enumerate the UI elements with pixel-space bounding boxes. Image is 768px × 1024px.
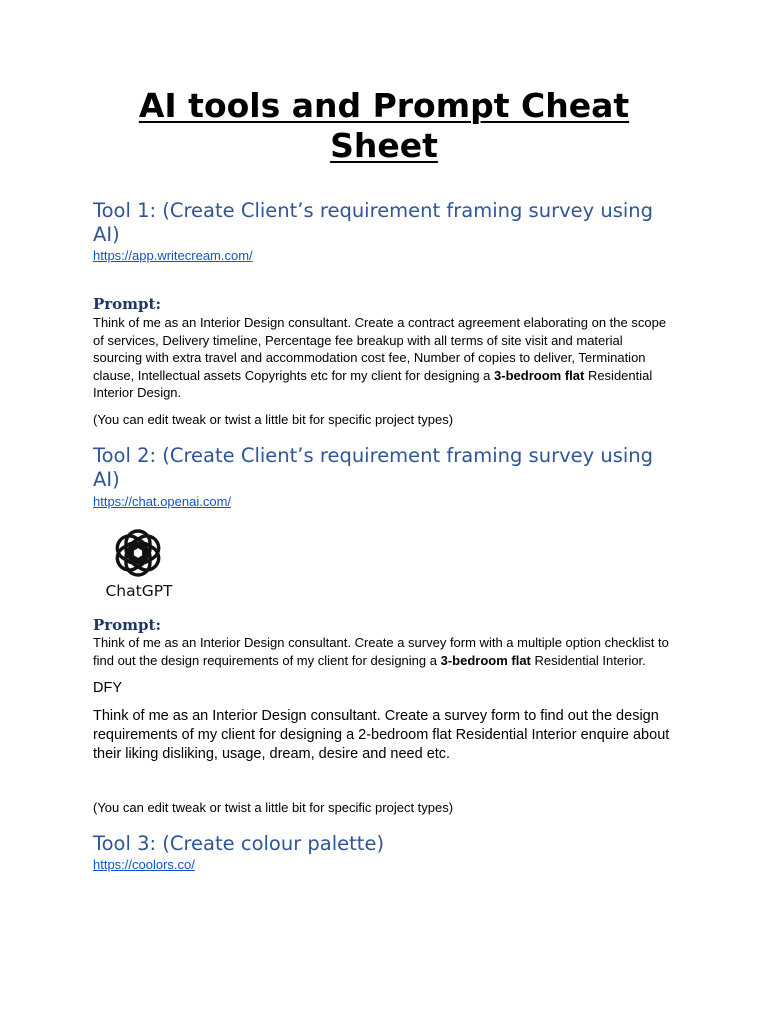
tool-2-prompt-text-bold: 3-bedroom flat [440,652,531,668]
tool-2-heading: Tool 2: (Create Client’s requirement framing survey using AI) [93,444,654,491]
tool-1-note: (You can edit tweak or twist a little bit for specific project types) [93,412,454,427]
tool-1-prompt-text-start: Think of me as an Interior Design consultant. Create a contract agreement elaborating on the scope of services, Delivery timeline, Percentage fee breakup with all terms of site visit and material sourcing with extra travel and accommodation cost fee, Number of copies to deliver, Termination clause, Intellectual assets Copyrights etc for my client for designing a [93,315,667,383]
openai-knot-icon [112,527,164,579]
tool-2-note: (You can edit tweak or twist a little bit for specific project types) [93,800,454,815]
tool-2-prompt-label: Prompt: [93,616,162,634]
dfy-prompt-text: Think of me as an Interior Design consultant. Create a survey form to find out the design requirements of my client for designing a 2-bedroom flat Residential Interior enquire about their liking disliking, usage, dream, desire and need etc. [93,708,670,762]
tool-1-heading: Tool 1: (Create Client’s requirement framing survey using AI) [93,199,654,246]
tool-1-prompt-text [93,314,675,402]
chatgpt-logo [95,523,183,605]
tool-2-prompt-text-start: Think of me as an Interior Design consultant. Create a survey form with a multiple option checklist to find out the design requirements of my client for designing a [93,635,669,668]
tool-1-prompt-label: Prompt: [93,295,162,313]
chatgpt-logo-text: ChatGPT [105,582,173,600]
tool-1-prompt-text-end: Residential Interior Design. [93,367,653,400]
tool-2-prompt-text-end: Residential Interior. [530,652,646,668]
document-title: AI tools and Prompt Cheat Sheet [138,86,630,165]
tool-3-heading: Tool 3: (Create colour palette) [93,832,385,855]
tool-2-prompt-text [93,634,675,669]
tool-1-prompt-text-bold: 3-bedroom flat [494,367,585,383]
tool-3-link[interactable]: https://coolors.co/ [93,857,195,872]
dfy-label: DFY [93,680,122,696]
tool-1-link[interactable]: https://app.writecream.com/ [93,248,253,263]
tool-2-link[interactable]: https://chat.openai.com/ [93,494,232,509]
